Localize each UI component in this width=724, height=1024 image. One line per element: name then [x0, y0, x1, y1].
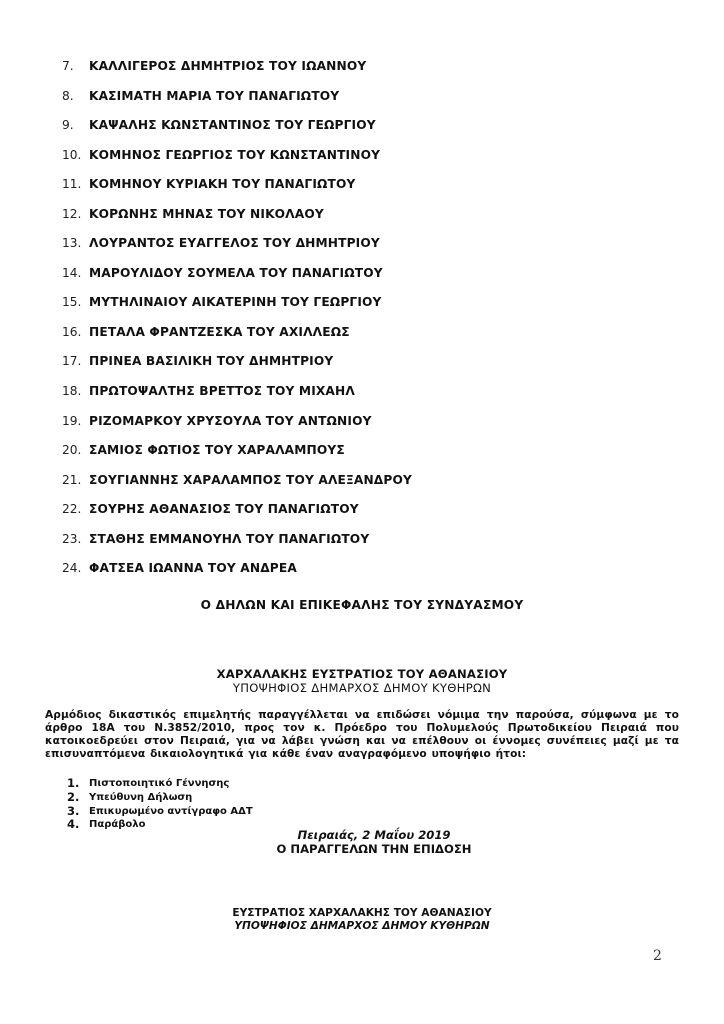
candidate-number: 22.	[62, 502, 82, 517]
candidate-name: ΜΑΡΟΥΛΙΔΟΥ ΣΟΥΜΕΛΑ ΤΟΥ ΠΑΝΑΓΙΩΤΟΥ	[89, 265, 383, 280]
attached-documents-list	[67, 777, 253, 832]
candidate-name: ΚΟΜΗΝΟΥ ΚΥΡΙΑΚΗ ΤΟΥ ΠΑΝΑΓΙΩΤΟΥ	[89, 177, 356, 192]
candidate-name: ΣΑΜΙΟΣ ΦΩΤΙΟΣ ΤΟΥ ΧΑΡΑΛΑΜΠΟΥΣ	[89, 443, 345, 458]
candidate-item	[62, 294, 412, 324]
document-label: Παράβολο	[89, 819, 146, 831]
candidate-list	[62, 58, 412, 590]
candidate-name: ΚΟΡΩΝΗΣ ΜΗΝΑΣ ΤΟΥ ΝΙΚΟΛΑΟΥ	[89, 206, 324, 221]
candidate-number: 21.	[62, 472, 82, 487]
candidate-name: ΠΡΙΝΕΑ ΒΑΣΙΛΙΚΗ ΤΟΥ ΔΗΜΗΤΡΙΟΥ	[89, 354, 334, 369]
candidate-item	[62, 560, 412, 590]
candidate-item	[62, 265, 412, 295]
document-item	[67, 791, 253, 805]
candidate-name: ΜΥΤΗΛΙΝΑΙΟΥ ΑΙΚΑΤΕΡΙΝΗ ΤΟΥ ΓΕΩΡΓΙΟΥ	[89, 295, 382, 310]
document-number: 2.	[67, 789, 80, 804]
candidate-item	[62, 472, 412, 502]
candidate-number: 12.	[62, 206, 82, 221]
candidate-item	[62, 501, 412, 531]
candidate-item	[62, 147, 412, 177]
candidate-name: ΚΟΜΗΝΟΣ ΓΕΩΡΓΙΟΣ ΤΟΥ ΚΩΝΣΤΑΝΤΙΝΟΥ	[89, 147, 381, 162]
candidate-item	[62, 176, 412, 206]
candidate-number: 20.	[62, 443, 82, 458]
candidate-number: 15.	[62, 295, 82, 310]
candidate-number: 19.	[62, 413, 82, 428]
document-label: Υπεύθυνη Δήλωση	[89, 791, 193, 803]
signature-name: ΕΥΣΤΡΑΤΙΟΣ ΧΑΡΧΑΛΑΚΗΣ ΤΟΥ ΑΘΑΝΑΣΙΟΥ	[232, 907, 492, 919]
document-number: 1.	[67, 776, 80, 790]
candidate-item	[62, 531, 412, 561]
leader-title: ΥΠΟΨΗΦΙΟΣ ΔΗΜΑΡΧΟΣ ΔΗΜΟΥ ΚΥΘΗΡΩΝ	[232, 681, 492, 695]
candidate-name: ΚΑΨΑΛΗΣ ΚΩΝΣΤΑΝΤΙΝΟΣ ΤΟΥ ΓΕΩΡΓΙΟΥ	[89, 118, 376, 133]
candidate-item	[62, 88, 412, 118]
candidate-number: 11.	[62, 177, 82, 192]
candidate-item	[62, 413, 412, 443]
document-item	[67, 805, 253, 819]
page-number: 2	[653, 948, 662, 964]
candidate-name: ΣΟΥΓΙΑΝΝΗΣ ΧΑΡΑΛΑΜΠΟΣ ΤΟΥ ΑΛΕΞΑΝΔΡΟΥ	[89, 472, 412, 487]
candidate-name: ΡΙΖΟΜΑΡΚΟΥ ΧΡΥΣΟΥΛΑ ΤΟΥ ΑΝΤΩΝΙΟΥ	[89, 413, 372, 428]
candidate-number: 24.	[62, 561, 82, 576]
date-line: Πειραιάς, 2 Μαΐου 2019	[297, 828, 451, 842]
service-order-paragraph: Αρμόδιος δικαστικός επιμελητής παραγγέλλεται να επιδώσει νόμιμα την παρούσα, σύμφωνα με το άρθρο 18Α του Ν.3852/2010, προς τον κ. Πρόεδρο του Πολυμελούς Πρωτοδικείου Πειραιά που κατοικοεδρεύει στον Πειραιά, για να λάβει γνώση και να επέλθουν οι έννομες συνέπειες μαζί με τα επισυναπτόμενα δικαιολογητικά για κάθε έναν αναγραφόμενο υποψήφιο ήτοι:	[45, 709, 679, 760]
candidate-number: 16.	[62, 324, 82, 339]
document-label: Πιστοποιητικό Γέννησης	[89, 778, 230, 789]
candidate-number: 17.	[62, 354, 82, 369]
candidate-item	[62, 353, 412, 383]
document-label: Επικυρωμένο αντίγραφο ΑΔΤ	[89, 805, 253, 817]
candidate-name: ΠΡΩΤΟΨΑΛΤΗΣ ΒΡΕΤΤΟΣ ΤΟΥ ΜΙΧΑΗΛ	[89, 384, 355, 399]
candidate-name: ΚΑΣΙΜΑΤΗ ΜΑΡΙΑ ΤΟΥ ΠΑΝΑΓΙΩΤΟΥ	[89, 88, 340, 103]
candidate-item	[62, 442, 412, 472]
document-number: 4.	[67, 817, 80, 832]
candidate-number: 8.	[62, 88, 74, 103]
document-item	[67, 777, 253, 791]
leader-name: ΧΑΡΧΑΛΑΚΗΣ ΕΥΣΤΡΑΤΙΟΣ ΤΟΥ ΑΘΑΝΑΣΙΟΥ	[216, 667, 508, 681]
candidate-number: 7.	[62, 59, 74, 73]
signature-title: ΥΠΟΨΗΦΙΟΣ ΔΗΜΑΡΧΟΣ ΔΗΜΟΥ ΚΥΘΗΡΩΝ	[234, 920, 490, 932]
candidate-name: ΛΟΥΡΑΝΤΟΣ ΕΥΑΓΓΕΛΟΣ ΤΟΥ ΔΗΜΗΤΡΙΟΥ	[89, 236, 380, 251]
candidate-item	[62, 117, 412, 147]
candidate-name: ΚΑΛΛΙΓΕΡΟΣ ΔΗΜΗΤΡΙΟΣ ΤΟΥ ΙΩΑΝΝΟΥ	[89, 59, 367, 73]
candidate-name: ΣΟΥΡΗΣ ΑΘΑΝΑΣΙΟΣ ΤΟΥ ΠΑΝΑΓΙΩΤΟΥ	[89, 502, 359, 517]
candidate-number: 23.	[62, 531, 82, 546]
declarant-heading: Ο ΔΗΛΩΝ ΚΑΙ ΕΠΙΚΕΦΑΛΗΣ ΤΟΥ ΣΥΝΔΥΑΣΜΟΥ	[200, 598, 524, 612]
candidate-number: 18.	[62, 384, 82, 399]
candidate-item	[62, 206, 412, 236]
candidate-number: 9.	[62, 118, 74, 133]
candidate-name: ΠΕΤΑΛΑ ΦΡΑΝΤΖΕΣΚΑ ΤΟΥ ΑΧΙΛΛΕΩΣ	[89, 324, 350, 339]
candidate-item	[62, 383, 412, 413]
document-number: 3.	[67, 803, 80, 818]
candidate-item	[62, 58, 412, 88]
candidate-number: 14.	[62, 265, 82, 280]
candidate-number: 13.	[62, 236, 82, 251]
candidate-name: ΣΤΑΘΗΣ ΕΜΜΑΝΟΥΗΛ ΤΟΥ ΠΑΝΑΓΙΩΤΟΥ	[89, 531, 370, 546]
candidate-item	[62, 235, 412, 265]
candidate-name: ΦΑΤΣΕΑ ΙΩΑΝΝΑ ΤΟΥ ΑΝΔΡΕΑ	[89, 561, 297, 576]
candidate-item	[62, 324, 412, 354]
candidate-number: 10.	[62, 147, 82, 162]
orderer-label: Ο ΠΑΡΑΓΓΕΛΩΝ ΤΗΝ ΕΠΙΔΟΣΗ	[276, 842, 472, 856]
